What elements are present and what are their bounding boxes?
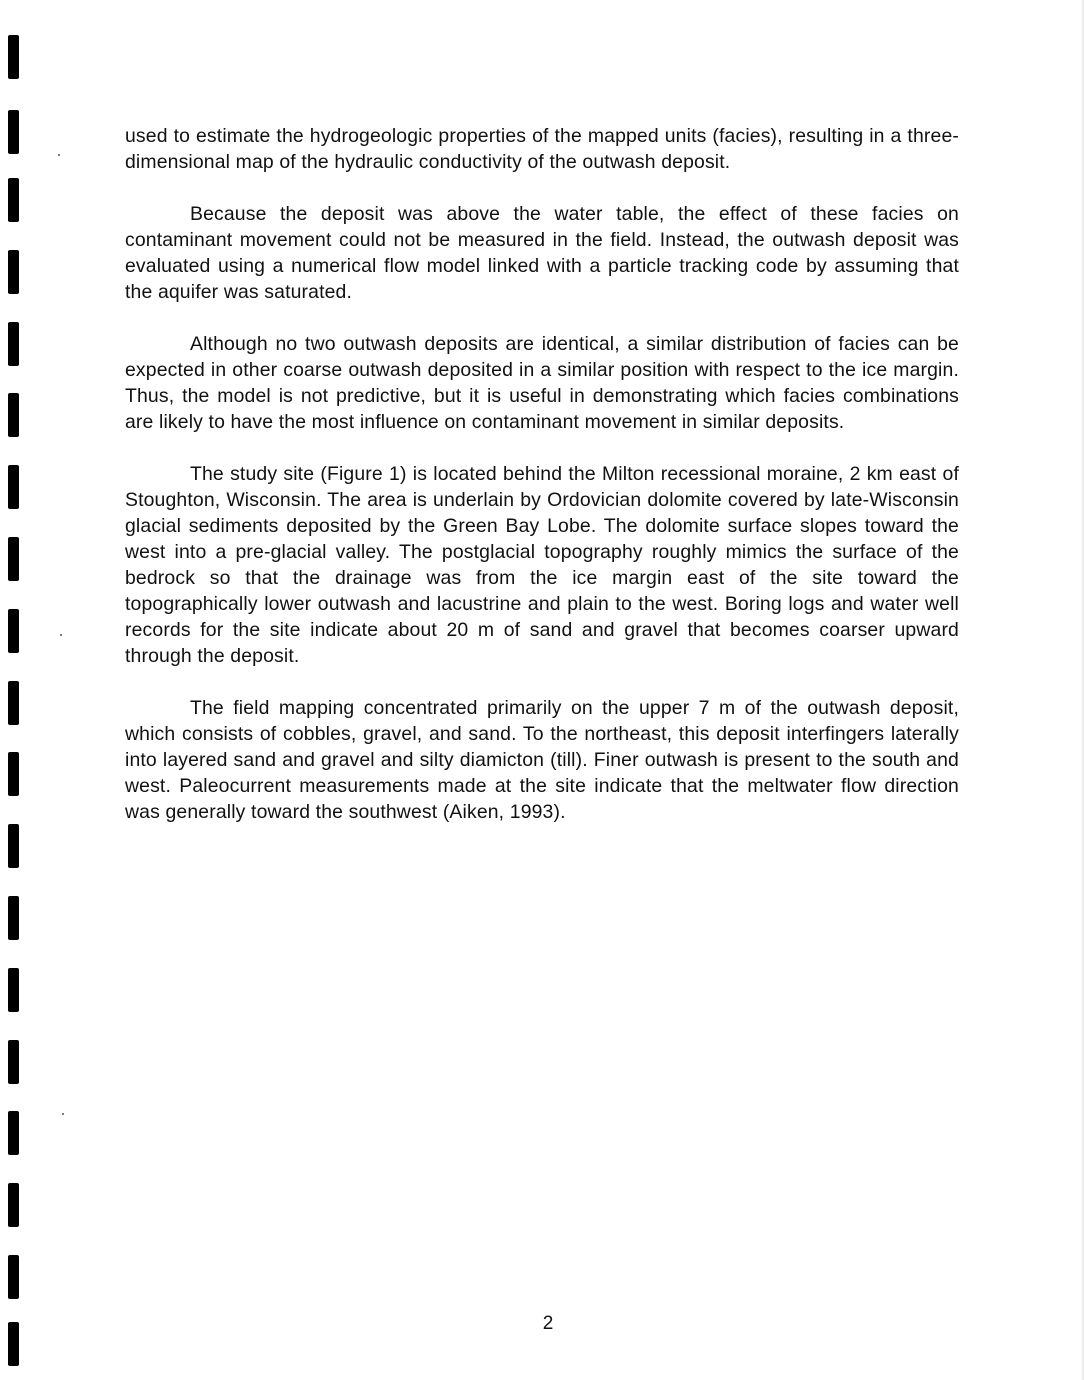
paragraph-study-site: The study site (Figure 1) is located behind the Milton recessional moraine, 2 km east of Stoughton, Wisconsin. The area is underlain by Ordovician dolomite covered by late-Wisconsin glacial sediments deposited by the Green Bay Lobe. The dolomite surface slopes toward the west into a pre-glacial valley. The postglacial topography roughly mimics the surface of the bedrock so that the drainage was from the ice margin east of the site toward the topographically lower outwash and lacustrine and plain to the west. Boring logs and water well records for the site indicate about 20 m of sand and gravel that becomes coarser upward through the deposit. xyxy=(125,463,959,667)
scan-speck xyxy=(60,634,62,636)
binding-mark xyxy=(8,322,19,366)
binding-mark xyxy=(8,1255,19,1299)
paragraph-similar-distribution: Although no two outwash deposits are identical, a similar distribution of facies can be expected in other coarse outwash deposited in a similar position with respect to the ice margin. Thus, the model is not predictive, but it is useful in demonstrating which facies combinations are likely to have the most influence on contaminant movement in similar deposits. xyxy=(125,333,959,433)
binding-mark xyxy=(8,393,19,437)
paragraph-intro-continuation: used to estimate the hydrogeologic properties of the mapped units (facies), resulting in a three-dimensional map of the hydraulic conductivity of the outwash deposit. xyxy=(125,125,959,173)
binding-hole-strip xyxy=(0,0,30,1380)
binding-mark xyxy=(8,178,19,222)
binding-mark xyxy=(8,250,19,294)
scan-speck xyxy=(62,1113,64,1115)
binding-mark xyxy=(8,896,19,940)
binding-mark xyxy=(8,609,19,653)
binding-mark xyxy=(8,1322,19,1366)
binding-mark xyxy=(8,752,19,796)
binding-mark xyxy=(8,968,19,1012)
binding-mark xyxy=(8,1183,19,1227)
binding-mark xyxy=(8,824,19,868)
binding-mark xyxy=(8,465,19,509)
binding-mark xyxy=(8,537,19,581)
document-body xyxy=(125,123,959,851)
binding-mark xyxy=(8,35,19,79)
binding-mark xyxy=(8,1111,19,1155)
binding-mark xyxy=(8,110,19,154)
binding-mark xyxy=(8,681,19,725)
paragraph-water-table: Because the deposit was above the water table, the effect of these facies on contaminant movement could not be measured in the field. Instead, the outwash deposit was evaluated using a numerical flow model linked with a particle tracking code by assuming that the aquifer was saturated. xyxy=(125,203,959,303)
page-number: 2 xyxy=(542,1313,554,1334)
binding-mark xyxy=(8,1040,19,1084)
scan-speck xyxy=(58,154,60,156)
paragraph-field-mapping: The field mapping concentrated primarily on the upper 7 m of the outwash deposit, which consists of cobbles, gravel, and sand. To the northeast, this deposit interfingers laterally into layered sand and gravel and silty diamicton (till). Finer outwash is present to the south and west. Paleocurrent measurements made at the site indicate that the meltwater flow direction was generally toward the southwest (Aiken, 1993). xyxy=(125,697,959,823)
